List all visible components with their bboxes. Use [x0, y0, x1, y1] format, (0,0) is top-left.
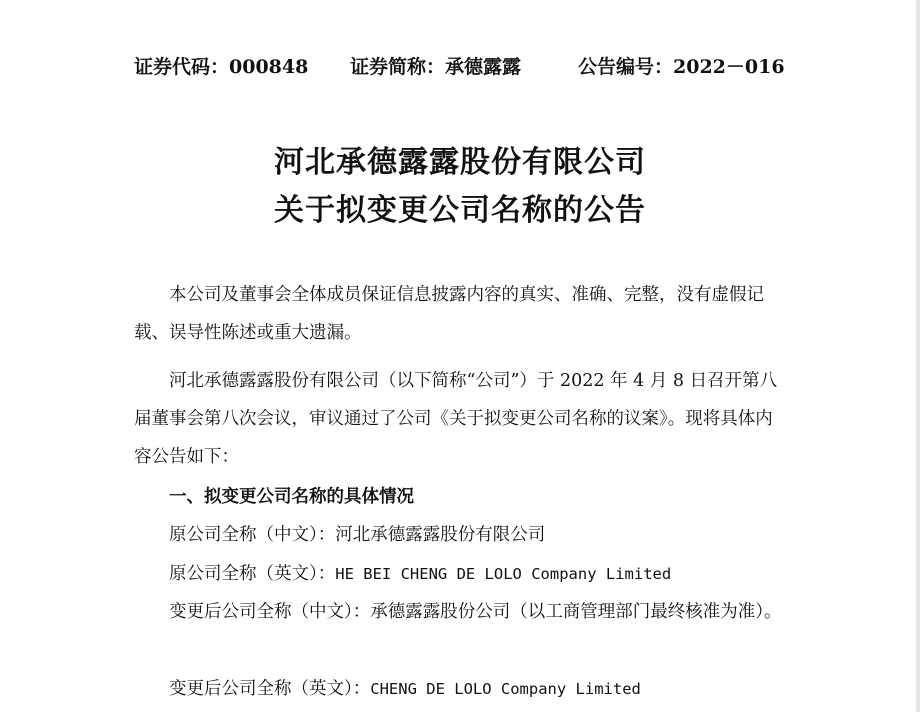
title-line-1: 河北承德露露股份有限公司 [274, 145, 646, 180]
new-name-cn-row [134, 593, 786, 631]
stock-code: 证券代码：000848 [134, 56, 309, 78]
title-line-2: 关于拟变更公司名称的公告 [274, 193, 646, 228]
section-1-title: 一、拟变更公司名称的具体情况 [169, 487, 414, 507]
intro-paragraph: 河北承德露露股份有限公司（以下简称“公司”）于 2022 年 4 月 8 日召开第八届董事会第八次会议，审议通过了公司《关于拟变更公司名称的议案》。现将具体内容公告如下： [134, 371, 778, 467]
orig-name-en-label: 原公司全称（英文）： [169, 564, 336, 584]
orig-name-cn-value: 河北承德露露股份有限公司 [335, 525, 546, 545]
orig-name-cn-row [134, 516, 786, 554]
page-edge [916, 0, 920, 712]
orig-name-en-row [134, 555, 786, 593]
orig-name-cn-label: 原公司全称（中文）： [169, 525, 336, 545]
new-name-cn-label: 变更后公司全称（中文）： [169, 602, 371, 622]
new-name-en-row [134, 670, 786, 708]
orig-name-en-value: HE BEI CHENG DE LOLO Company Limited [335, 565, 672, 583]
stock-short-name: 证券简称：承德露露 [350, 56, 522, 78]
statement-paragraph: 本公司及董事会全体成员保证信息披露内容的真实、准确、完整，没有虚假记载、误导性陈述或重大遗漏。 [134, 285, 764, 343]
new-name-en-value: CHENG DE LOLO Company Limited [370, 680, 641, 698]
notice-number: 公告编号：2022－016 [578, 56, 785, 78]
new-name-en-label: 变更后公司全称（英文）： [169, 679, 371, 699]
new-name-cn-value: 承德露露股份公司（以工商管理部门最终核准为准）。 [370, 602, 782, 622]
